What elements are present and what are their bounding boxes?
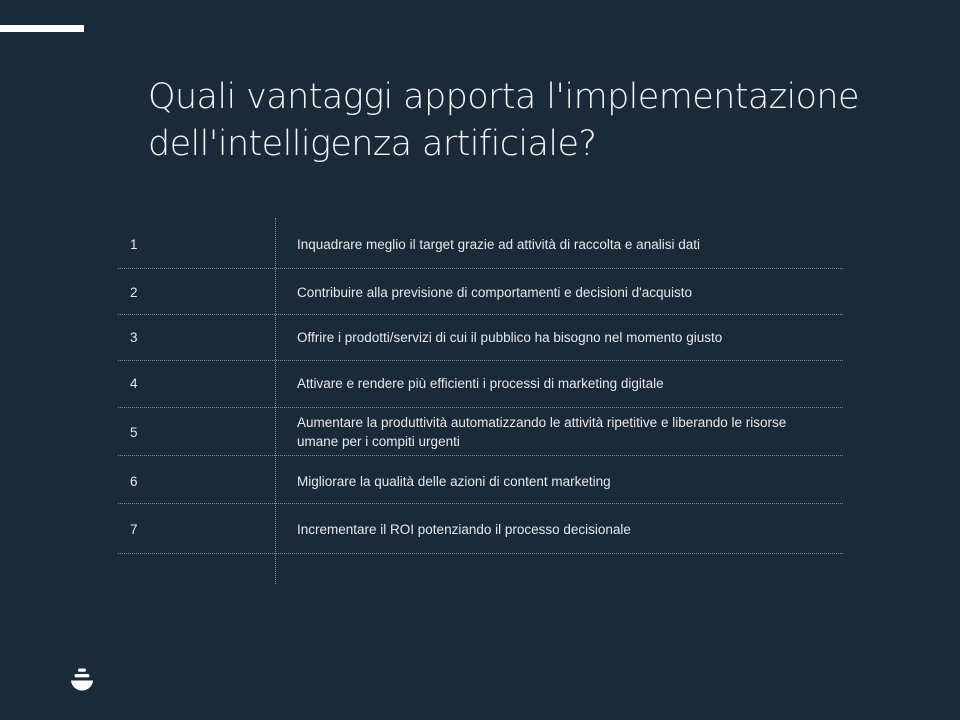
table-row: [118, 269, 843, 315]
row-text: Contribuire alla previsione di comportamenti e decisioni d'acquisto: [297, 285, 693, 300]
stacked-stones-logo-icon: [70, 668, 94, 692]
page-title: Quali vantaggi apporta l'implementazione dell'intelligenza artificiale?: [148, 77, 859, 164]
benefits-table: [118, 218, 843, 584]
table-row: [118, 504, 843, 554]
row-number: 1: [130, 237, 138, 252]
row-text: Migliorare la qualità delle azioni di content marketing: [297, 474, 611, 489]
row-number: 7: [130, 522, 138, 537]
table-row: [118, 315, 843, 361]
table-row: [118, 456, 843, 504]
table-row: [118, 408, 843, 456]
top-accent-bar: [0, 25, 84, 32]
row-number: 2: [130, 285, 138, 300]
row-text: Incrementare il ROI potenziando il processo decisionale: [297, 522, 631, 537]
row-number: 4: [130, 376, 138, 391]
row-text: Attivare e rendere più efficienti i processi di marketing digitale: [297, 376, 664, 391]
table-row: [118, 361, 843, 408]
row-number: 6: [130, 474, 138, 489]
row-text: Aumentare la produttività automatizzando le attività ripetitive e liberando le risorse umane per i compiti urgenti: [297, 415, 787, 449]
row-number: 5: [130, 425, 138, 440]
row-text: Inquadrare meglio il target grazie ad attività di raccolta e analisi dati: [297, 237, 700, 252]
table-row: [118, 218, 843, 269]
row-number: 3: [130, 330, 138, 345]
row-text: Offrire i prodotti/servizi di cui il pubblico ha bisogno nel momento giusto: [297, 330, 723, 345]
